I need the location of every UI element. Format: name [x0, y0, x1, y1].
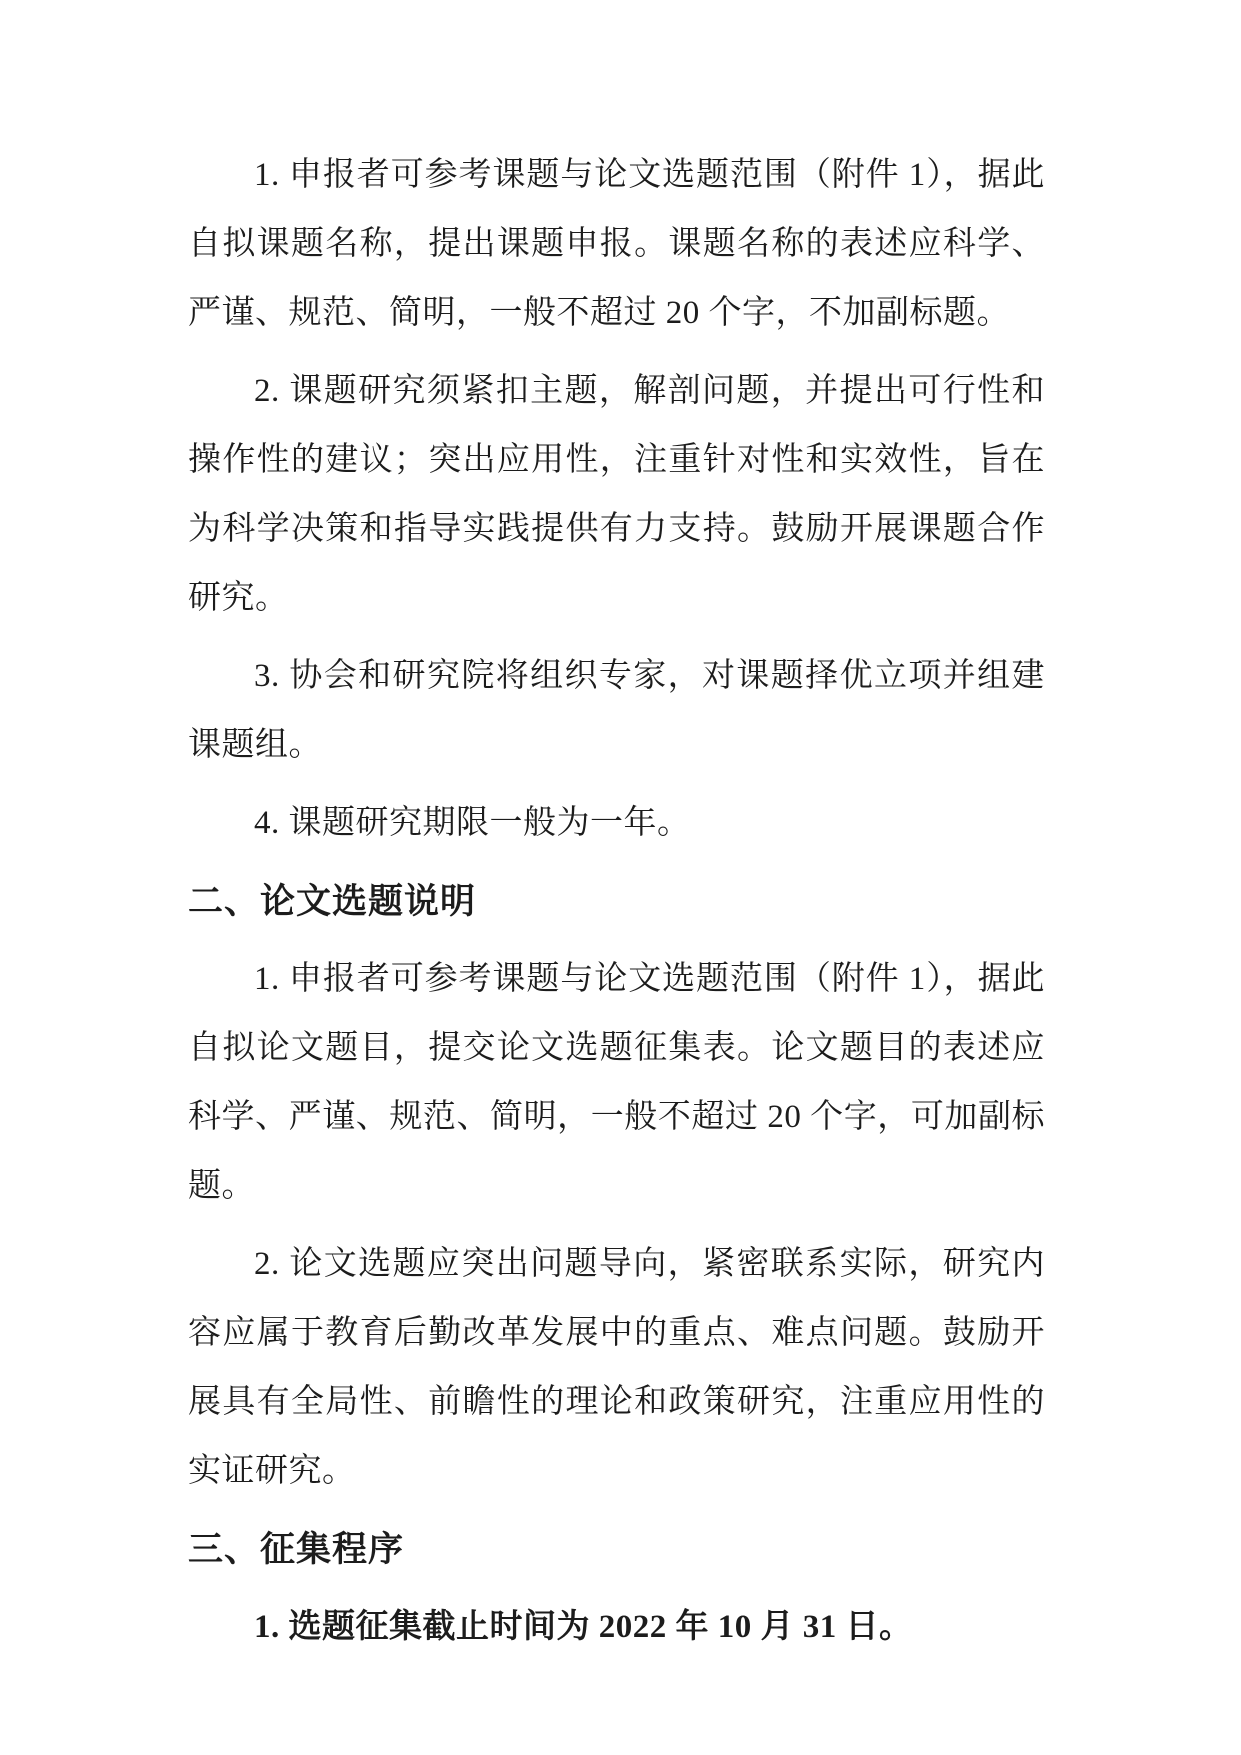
paragraph-topic-4: 4. 课题研究期限一般为一年。: [254, 805, 691, 841]
paragraph-topic-1: 1. 申报者可参考课题与论文选题范围（附件 1），据此自拟课题名称，提出课题申报。课题名称的表述应科学、严谨、规范、简明，一般不超过 20 个字，不加副标题。: [188, 157, 1045, 331]
paragraph-paper-1: 1. 申报者可参考课题与论文选题范围（附件 1），据此自拟论文题目，提交论文选题征集表。论文题目的表述应科学、严谨、规范、简明，一般不超过 20 个字，可加副标题。: [188, 961, 1045, 1204]
document-body: [188, 141, 1045, 1662]
paragraph-topic-2: 2. 课题研究须紧扣主题，解剖问题，并提出可行性和操作性的建议；突出应用性，注重针对性和实效性，旨在为科学决策和指导实践提供有力支持。鼓励开展课题合作研究。: [188, 373, 1045, 616]
section-heading-collection-procedure: 三、征集程序: [188, 1530, 405, 1569]
paragraph-deadline: 1. 选题征集截止时间为 2022 年 10 月 31 日。: [254, 1609, 913, 1645]
paragraph-topic-3: 3. 协会和研究院将组织专家，对课题择优立项并组建课题组。: [188, 658, 1045, 763]
paragraph-paper-2: 2. 论文选题应突出问题导向，紧密联系实际，研究内容应属于教育后勤改革发展中的重点、难点问题。鼓励开展具有全局性、前瞻性的理论和政策研究，注重应用性的实证研究。: [188, 1246, 1045, 1489]
section-heading-paper-topic-notes: 二、论文选题说明: [188, 882, 477, 921]
